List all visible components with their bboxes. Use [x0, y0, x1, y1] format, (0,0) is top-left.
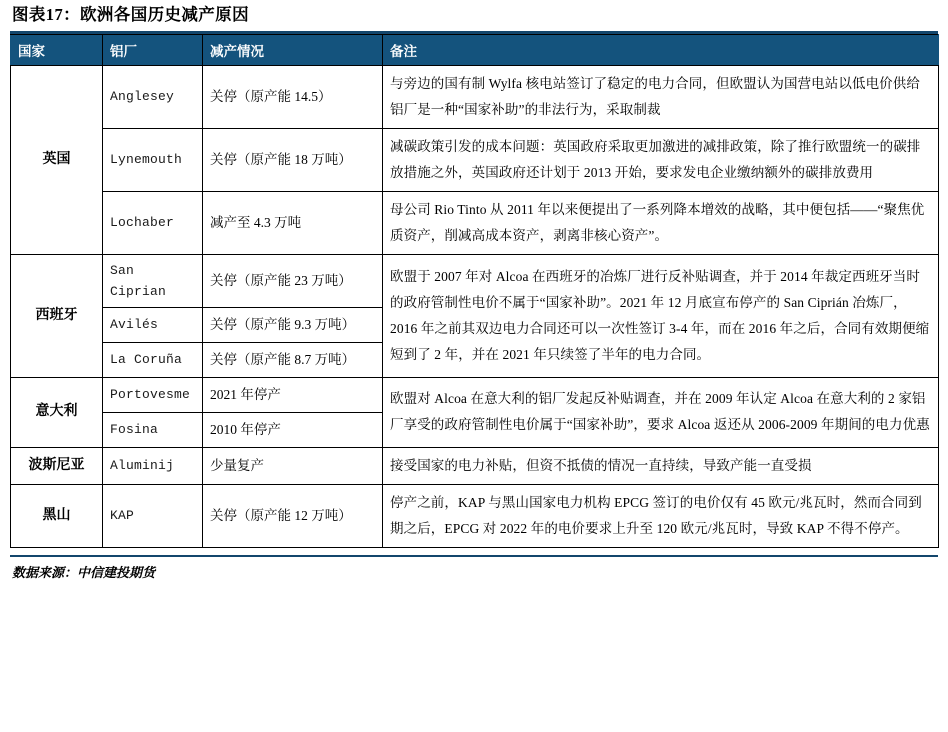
- cell-cut: 关停（原产能 14.5）: [203, 65, 383, 128]
- column-header-note: 备注: [383, 34, 939, 65]
- page-title: 图表17：欧洲各国历史减产原因: [12, 5, 249, 24]
- cell-plant: Portovesme: [103, 377, 203, 412]
- cell-plant: Lochaber: [103, 191, 203, 254]
- cell-note: 母公司 Rio Tinto 从 2011 年以来便提出了一系列降本增效的战略，其中便包括——“聚焦优质资产，削减高成本资产，剥离非核心资产”。: [383, 191, 939, 254]
- cell-cut: 2021 年停产: [203, 377, 383, 412]
- cell-note: 欧盟对 Alcoa 在意大利的铝厂发起反补贴调查，并在 2009 年认定 Alcoa 在意大利的 2 家铝厂享受的政府管制性电价属于“国家补助”，要求 Alcoa 返还从 2006-2009 年期间的电力优惠: [383, 377, 939, 447]
- cell-cut: 关停（原产能 12 万吨）: [203, 484, 383, 547]
- cell-cut: 关停（原产能 9.3 万吨）: [203, 307, 383, 342]
- cell-note: 与旁边的国有制 Wylfa 核电站签订了稳定的电力合同，但欧盟认为国营电站以低电价供给铝厂是一种“国家补助”的非法行为，采取制裁: [383, 65, 939, 128]
- cell-note: 停产之前，KAP 与黑山国家电力机构 EPCG 签订的电价仅有 45 欧元/兆瓦时，然而合同到期之后，EPCG 对 2022 年的电价要求上升至 120 欧元/兆瓦时，导致 KAP 不得不停产。: [383, 484, 939, 547]
- cell-note: 欧盟于 2007 年对 Alcoa 在西班牙的冶炼厂进行反补贴调查，并于 2014 年裁定西班牙当时的政府管制性电价不属于“国家补助”。2021 年 12 月底宣布停产的 San Ciprián 冶炼厂，2016 年之前其双边电力合同还可以一次性签订 3-4 年，而在 2016 年之后，合同有效期便缩短到了 2 年，并在 2021 年只续签了半年的电力合同。: [383, 254, 939, 377]
- cell-note: 接受国家的电力补贴，但资不抵债的情况一直持续，导致产能一直受损: [383, 447, 939, 484]
- cell-cut: 关停（原产能 18 万吨）: [203, 128, 383, 191]
- table-body: [11, 65, 939, 547]
- column-header-cut: 减产情况: [203, 34, 383, 65]
- cell-plant: Avilés: [103, 307, 203, 342]
- cell-country: 英国: [11, 65, 103, 254]
- production-cut-table: [10, 34, 939, 548]
- cell-plant: Fosina: [103, 412, 203, 447]
- table-row: [11, 377, 939, 412]
- cell-plant: KAP: [103, 484, 203, 547]
- cell-plant: La Coruña: [103, 342, 203, 377]
- table-row: [11, 447, 939, 484]
- table-row: [11, 65, 939, 128]
- cell-country: 波斯尼亚: [11, 447, 103, 484]
- column-header-plant: 铝厂: [103, 34, 203, 65]
- cell-country: 黑山: [11, 484, 103, 547]
- cell-country: 意大利: [11, 377, 103, 447]
- cell-cut: 关停（原产能 8.7 万吨）: [203, 342, 383, 377]
- cell-plant: San Ciprian: [103, 254, 203, 307]
- data-source: 数据来源：中信建投期货: [12, 565, 156, 580]
- table-header: [11, 34, 939, 65]
- cell-country: 西班牙: [11, 254, 103, 377]
- table-row: [11, 191, 939, 254]
- cell-plant: Anglesey: [103, 65, 203, 128]
- cell-note: 减碳政策引发的成本问题：英国政府采取更加激进的减排政策，除了推行欧盟统一的碳排放措施之外，英国政府还计划于 2013 开始，要求发电企业缴纳额外的碳排放费用: [383, 128, 939, 191]
- figure-title-row: [10, 0, 938, 29]
- cell-cut: 少量复产: [203, 447, 383, 484]
- cell-plant: Aluminij: [103, 447, 203, 484]
- cell-plant: Lynemouth: [103, 128, 203, 191]
- cell-cut: 关停（原产能 23 万吨）: [203, 254, 383, 307]
- cell-cut: 2010 年停产: [203, 412, 383, 447]
- column-header-country: 国家: [11, 34, 103, 65]
- cell-cut: 减产至 4.3 万吨: [203, 191, 383, 254]
- table-row: [11, 484, 939, 547]
- table-row: [11, 128, 939, 191]
- table-row: [11, 254, 939, 307]
- table-header-row: [11, 34, 939, 65]
